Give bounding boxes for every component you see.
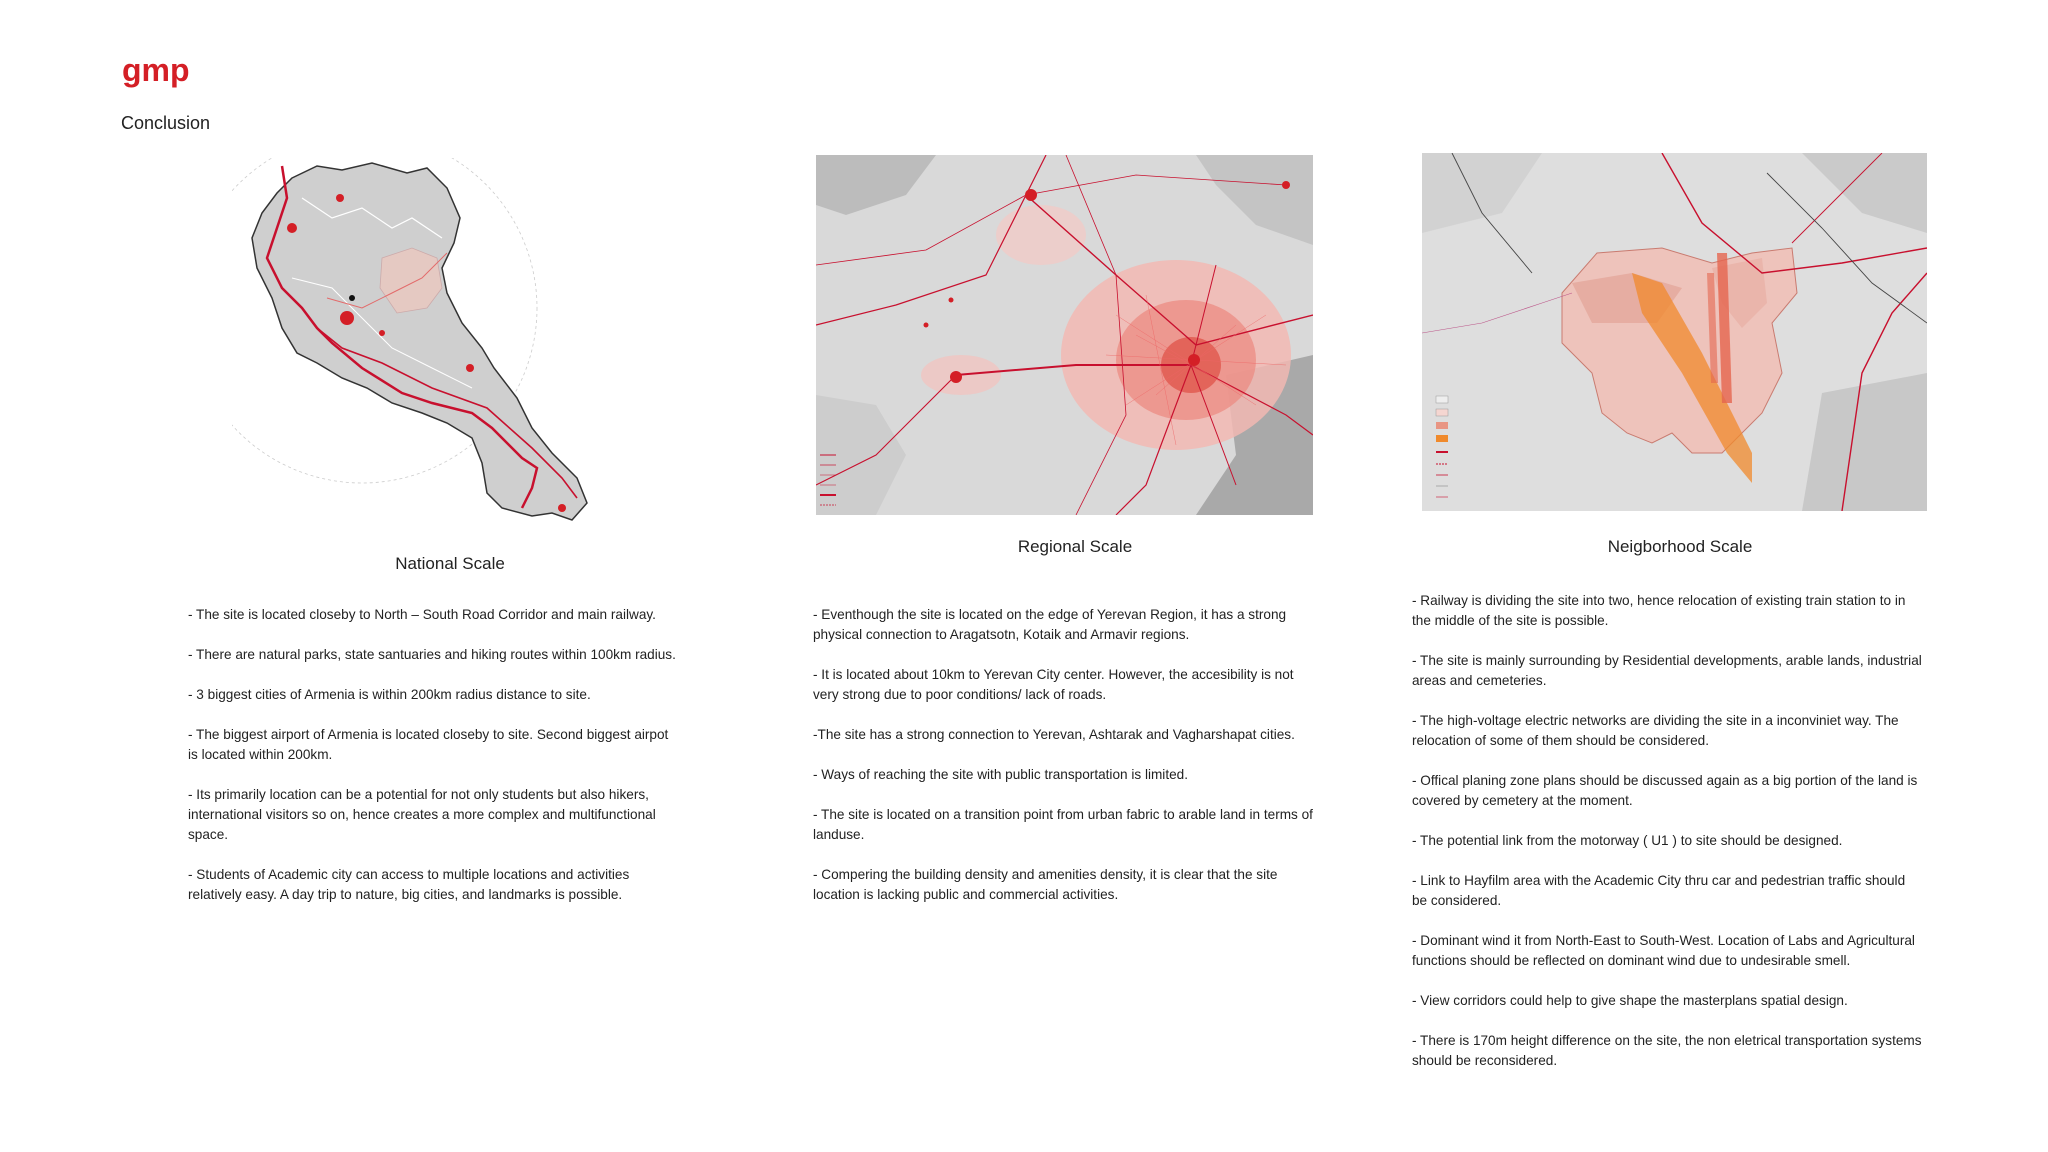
neighborhood-point: - Offical planing zone plans should be discussed again as a big portion of the land is covered by cemetery at the moment. bbox=[1412, 773, 1918, 808]
neighborhood-point: - Link to Hayfilm area with the Academic City thru car and pedestrian traffic should be considered. bbox=[1412, 873, 1906, 908]
regional-scale-title: Regional Scale bbox=[1017, 537, 1133, 556]
national-scale-title: National Scale bbox=[395, 554, 505, 573]
neighborhood-point: - The potential link from the motorway ( U1 ) to site should be designed. bbox=[1412, 833, 1843, 848]
neighborhood-point: - There is 170m height difference on the site, the non eletrical transportation systems should be reconsidered. bbox=[1412, 1033, 1922, 1068]
regional-point: -The site has a strong connection to Yerevan, Ashtarak and Vagharshapat cities. bbox=[813, 727, 1295, 742]
regional-point: - Ways of reaching the site with public transportation is limited. bbox=[813, 767, 1188, 782]
regional-conclusions bbox=[813, 605, 1313, 925]
national-point: - Its primarily location can be a potential for not only students but also hikers, international visitors so on, hence creates a more complex and multifunctional space. bbox=[188, 787, 656, 842]
national-point: - There are natural parks, state santuaries and hiking routes within 100km radius. bbox=[188, 647, 676, 662]
neighborhood-point: - The site is mainly surrounding by Residential developments, arable lands, industrial areas and cemeteries. bbox=[1412, 653, 1922, 688]
national-point: - Students of Academic city can access to multiple locations and activities relatively easy. A day trip to nature, big cities, and landmarks is possible. bbox=[188, 867, 630, 902]
regional-point: - Eventhough the site is located on the edge of Yerevan Region, it has a strong physical connection to Aragatsotn, Kotaik and Armavir regions. bbox=[813, 607, 1287, 642]
national-point: - The biggest airport of Armenia is located closeby to site. Second biggest airpot is located within 200km. bbox=[188, 727, 669, 762]
neighborhood-scale-title: Neigborhood Scale bbox=[1607, 537, 1753, 556]
national-point: - 3 biggest cities of Armenia is within 200km radius distance to site. bbox=[188, 687, 591, 702]
neighborhood-conclusions bbox=[1412, 591, 1922, 1091]
regional-scale-map bbox=[816, 155, 1313, 515]
neighborhood-point: - The high-voltage electric networks are dividing the site in a inconviniet way. The relocation of some of them should be considered. bbox=[1412, 713, 1899, 748]
section-title: Conclusion bbox=[121, 113, 211, 133]
neighborhood-scale-map bbox=[1422, 153, 1927, 511]
neighborhood-point: - Dominant wind it from North-East to South-West. Location of Labs and Agricultural functions should be reflected on dominant wind due to undesirable smell. bbox=[1412, 933, 1915, 968]
gmp-logo: gmp bbox=[122, 52, 190, 88]
neighborhood-point: - View corridors could help to give shape the masterplans spatial design. bbox=[1412, 993, 1848, 1008]
national-scale-map bbox=[232, 158, 632, 530]
national-conclusions bbox=[188, 605, 678, 925]
national-point: - The site is located closeby to North – South Road Corridor and main railway. bbox=[188, 607, 656, 622]
neighborhood-point: - Railway is dividing the site into two, hence relocation of existing train station to in the middle of the site is possible. bbox=[1412, 593, 1906, 628]
regional-point: - The site is located on a transition point from urban fabric to arable land in terms of landuse. bbox=[813, 807, 1313, 842]
regional-point: - Compering the building density and amenities density, it is clear that the site location is lacking public and commercial activities. bbox=[813, 867, 1278, 902]
regional-point: - It is located about 10km to Yerevan City center. However, the accesibility is not very strong due to poor conditions/ lack of roads. bbox=[813, 667, 1294, 702]
